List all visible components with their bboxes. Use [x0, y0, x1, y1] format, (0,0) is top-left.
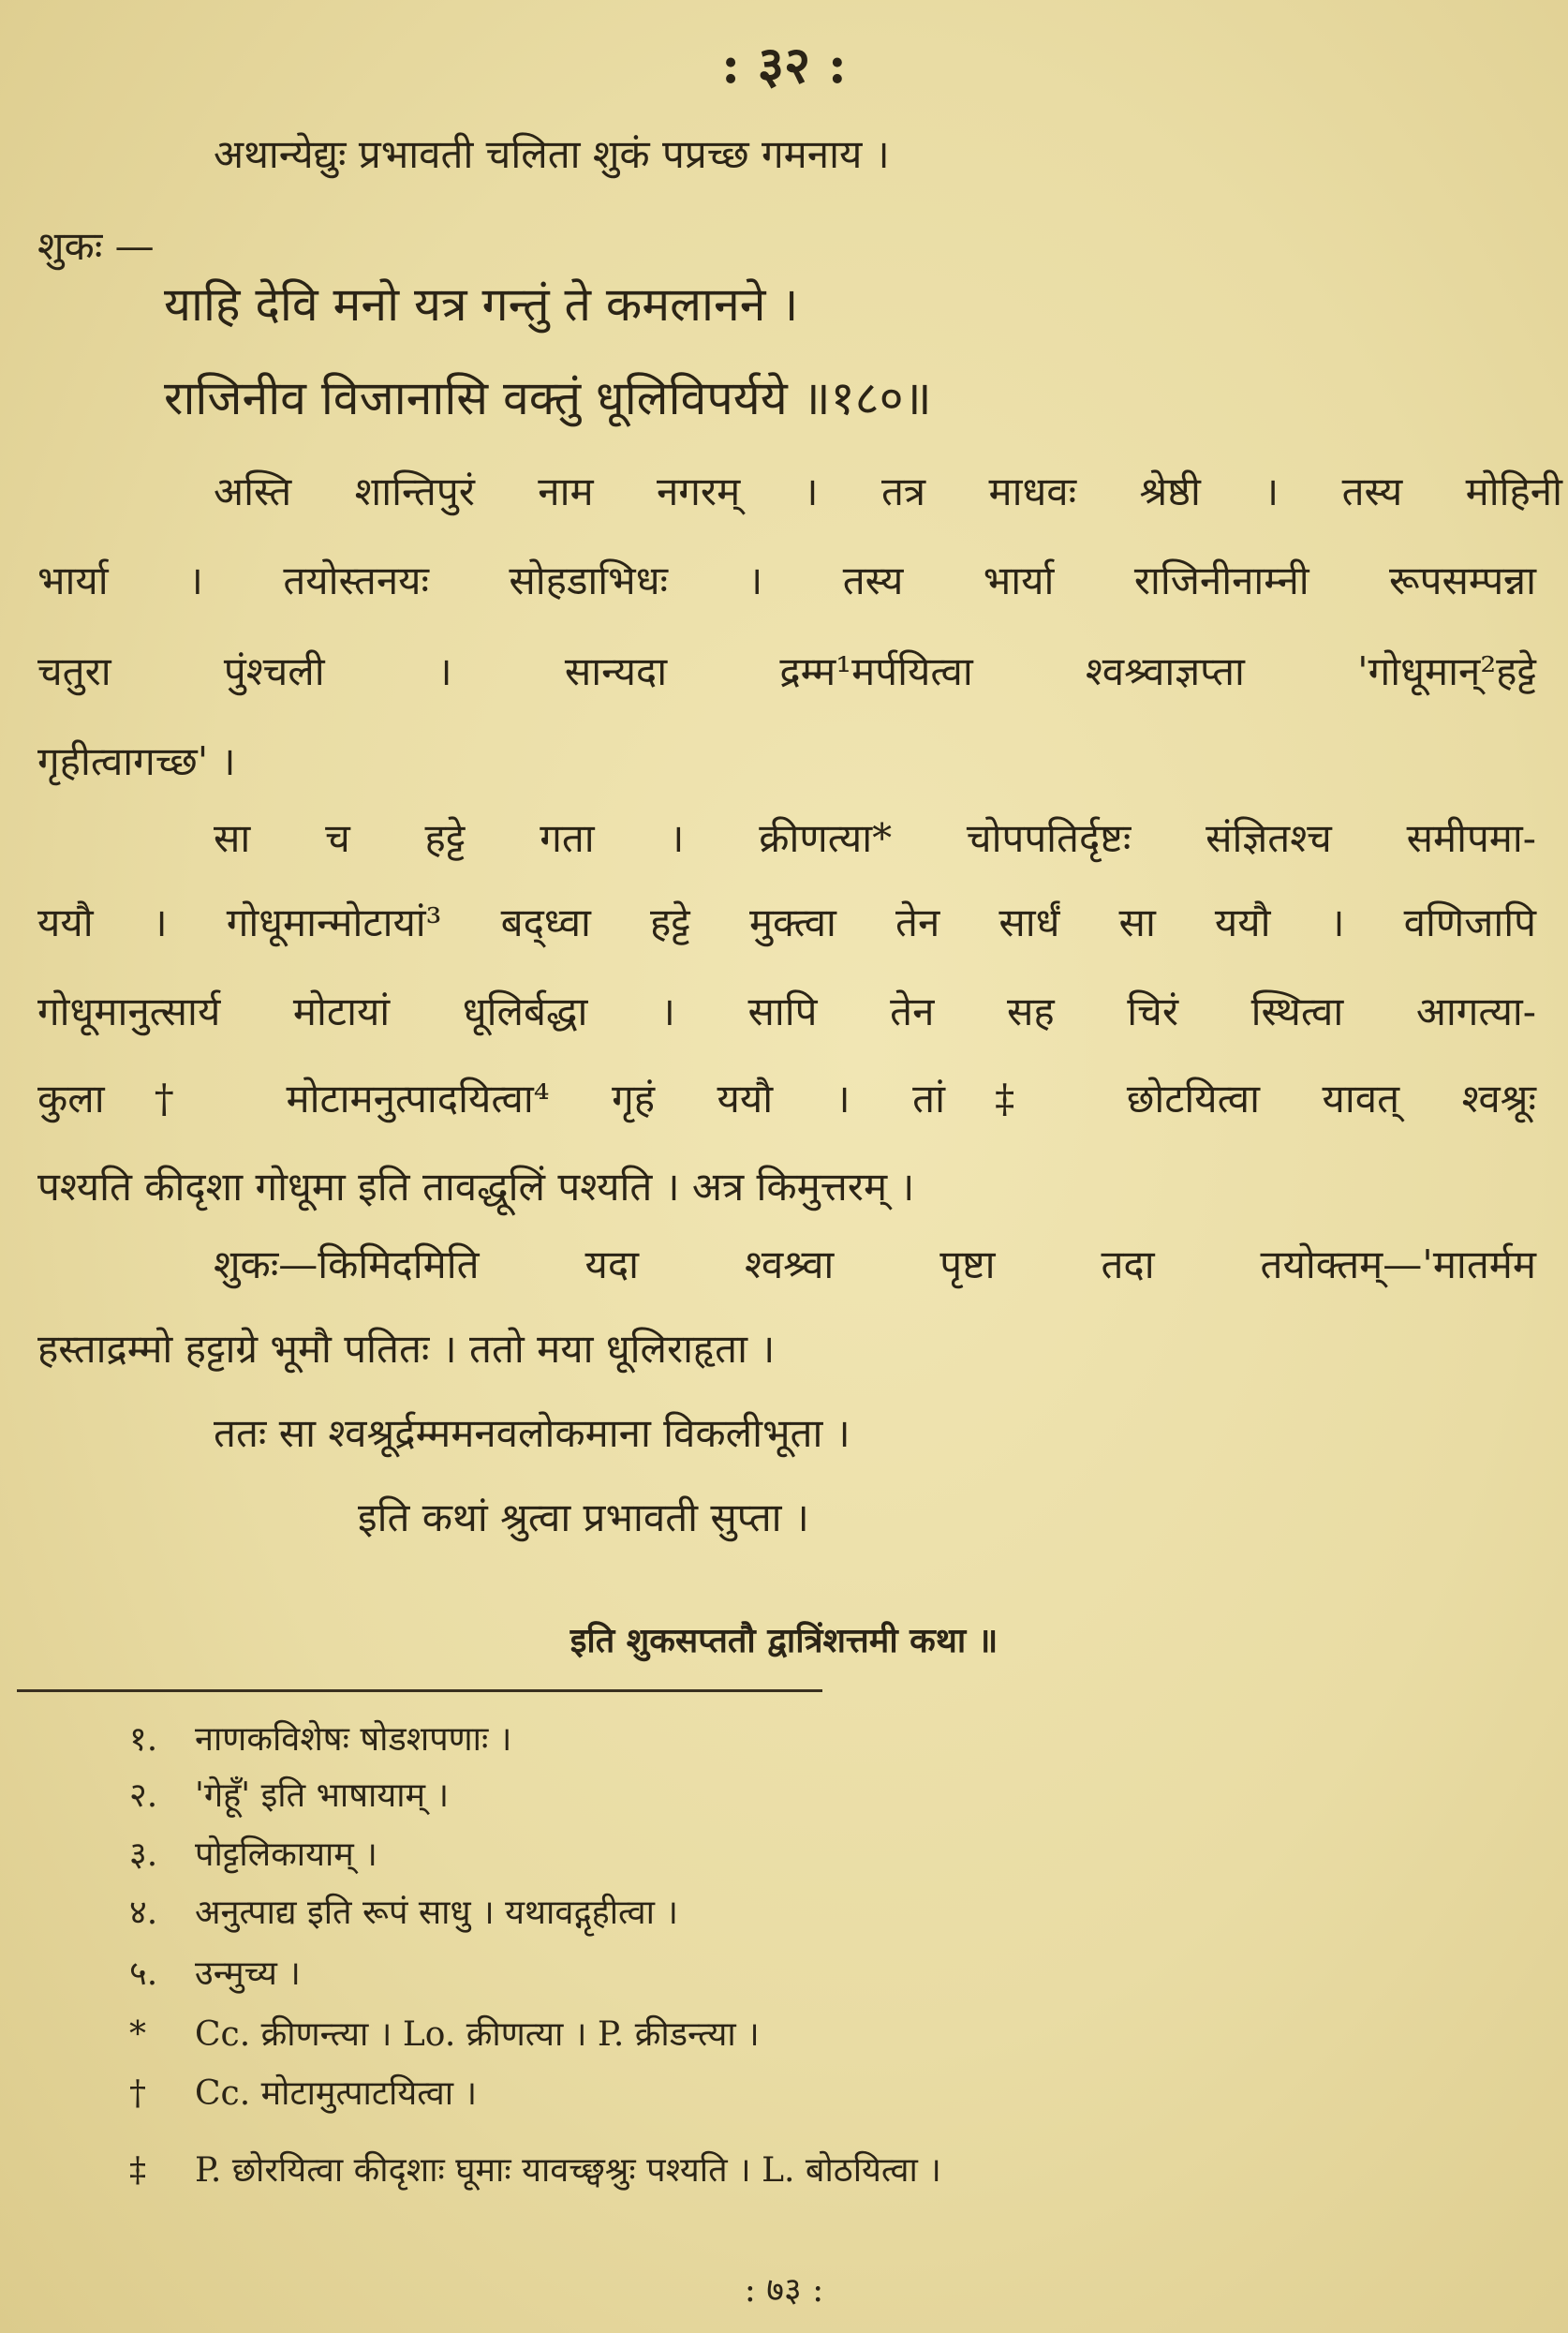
- footnote-text: अनुत्पाद्य इति रूपं साधु । यथावद्गृहीत्वा ।: [195, 1894, 678, 1932]
- text-line: कुला† मोटामनुत्पादयित्वा⁴ गृहं ययौ । तां‡ छोटयित्वा यावत् श्वश्रूः: [37, 1076, 1536, 1122]
- footnote-mark: ‡: [129, 2151, 146, 2190]
- text-line: इति कथां श्रुत्वा प्रभावती सुप्ता ।: [358, 1494, 809, 1540]
- speaker-label: शुकः —: [37, 223, 155, 269]
- text-line: अथान्येद्युः प्रभावती चलिता शुकं पप्रच्छ गमनाय ।: [214, 131, 890, 177]
- footnote-text: पोट्टलिकायाम् ।: [195, 1835, 377, 1874]
- text-line: पश्यति कीदृशा गोधूमा इति तावद्धूलिं पश्यति । अत्र किमुत्तरम् ।: [37, 1164, 915, 1210]
- text-line: भार्या । तयोस्तनयः सोहडाभिधः । तस्य भार्या राजिनीनाम्नी रूपसम्पन्ना: [37, 557, 1536, 603]
- text-line: ययौ । गोधूमान्मोटायां³ बद्ध्वा हट्टे मुक्त्वा तेन सार्धं सा ययौ । वणिजापि: [37, 899, 1536, 945]
- footnote-text: उन्मुच्य ।: [195, 1954, 301, 1993]
- footnote-mark: ३.: [129, 1835, 158, 1874]
- text-line: अस्ति शान्तिपुरं नाम नगरम् । तत्र माधवः श्रेष्ठी । तस्य मोहिनी: [214, 468, 1562, 514]
- text-line: गोधूमानुत्सार्य मोटायां धूलिर्बद्धा । सापि तेन सह चिरं स्थित्वा आगत्या-: [37, 988, 1536, 1034]
- footnote: [129, 1949, 301, 1995]
- footnote-mark: १.: [129, 1720, 158, 1759]
- text-line: हस्ताद्रम्मो हट्टाग्रे भूमौ पतितः । ततो मया धूलिराहृता ।: [37, 1326, 776, 1372]
- footnote-text: नाणकविशेषः षोडशपणाः ।: [195, 1720, 512, 1759]
- footnote-mark: †: [129, 2074, 146, 2113]
- text-line: सा च हट्टे गता । क्रीणत्या* चोपपतिर्दृष्टः संज्ञितश्च समीपमा-: [214, 815, 1536, 861]
- footnote: [129, 1715, 511, 1761]
- verse-line: याहि देवि मनो यत्र गन्तुं ते कमलानने ।: [164, 277, 799, 332]
- colophon: इति शुकसप्ततौ द्वात्रिंशत्तमी कथा ॥: [570, 1621, 998, 1660]
- footnote: [129, 2069, 477, 2115]
- footnote-mark: *: [129, 2015, 146, 2054]
- footnote-text: P. छोरयित्वा कीदृशाः घूमाः यावच्छ्वश्रुः पश्यति । L. बोठयित्वा ।: [195, 2151, 941, 2190]
- text-line: शुकः—किमिदमिति यदा श्वश्र्वा पृष्टा तदा तयोक्तम्—'मातर्मम: [214, 1241, 1536, 1287]
- footnote-mark: २.: [129, 1776, 158, 1815]
- footnote-text: 'गेहूँ' इति भाषायाम् ।: [195, 1776, 450, 1815]
- text-line: चतुरा पुंश्चली । सान्यदा द्रम्म¹मर्पयित्वा श्वश्र्वाज्ञप्ता 'गोधूमान्²हट्टे: [37, 648, 1536, 694]
- verse-line: राजिनीव विजानासि वक्तुं धूलिविपर्यये ॥१८०॥: [164, 371, 932, 425]
- footnote-mark: ५.: [129, 1954, 158, 1993]
- text-line: गृहीत्वागच्छ' ।: [37, 738, 236, 784]
- footnote: [129, 2010, 760, 2056]
- page-number-top: : ३२ :: [721, 35, 847, 95]
- footnote-text: Cc. क्रीणन्त्या । Lo. क्रीणत्या । P. क्रीडन्त्या ।: [195, 2015, 760, 2054]
- page-number-bottom: : ७३ :: [744, 2271, 824, 2310]
- footnote-mark: ४.: [129, 1894, 158, 1932]
- footnote: [129, 1830, 377, 1876]
- footnote-text: Cc. मोटामुत्पाटयित्वा ।: [195, 2074, 478, 2113]
- text-line: ततः सा श्वश्रूर्द्रम्ममनवलोकमाना विकलीभूता ।: [214, 1410, 851, 1456]
- footnote: [129, 1888, 678, 1934]
- footnote: [129, 2146, 941, 2192]
- footnote-rule: [17, 1689, 822, 1692]
- footnote: [129, 1771, 449, 1817]
